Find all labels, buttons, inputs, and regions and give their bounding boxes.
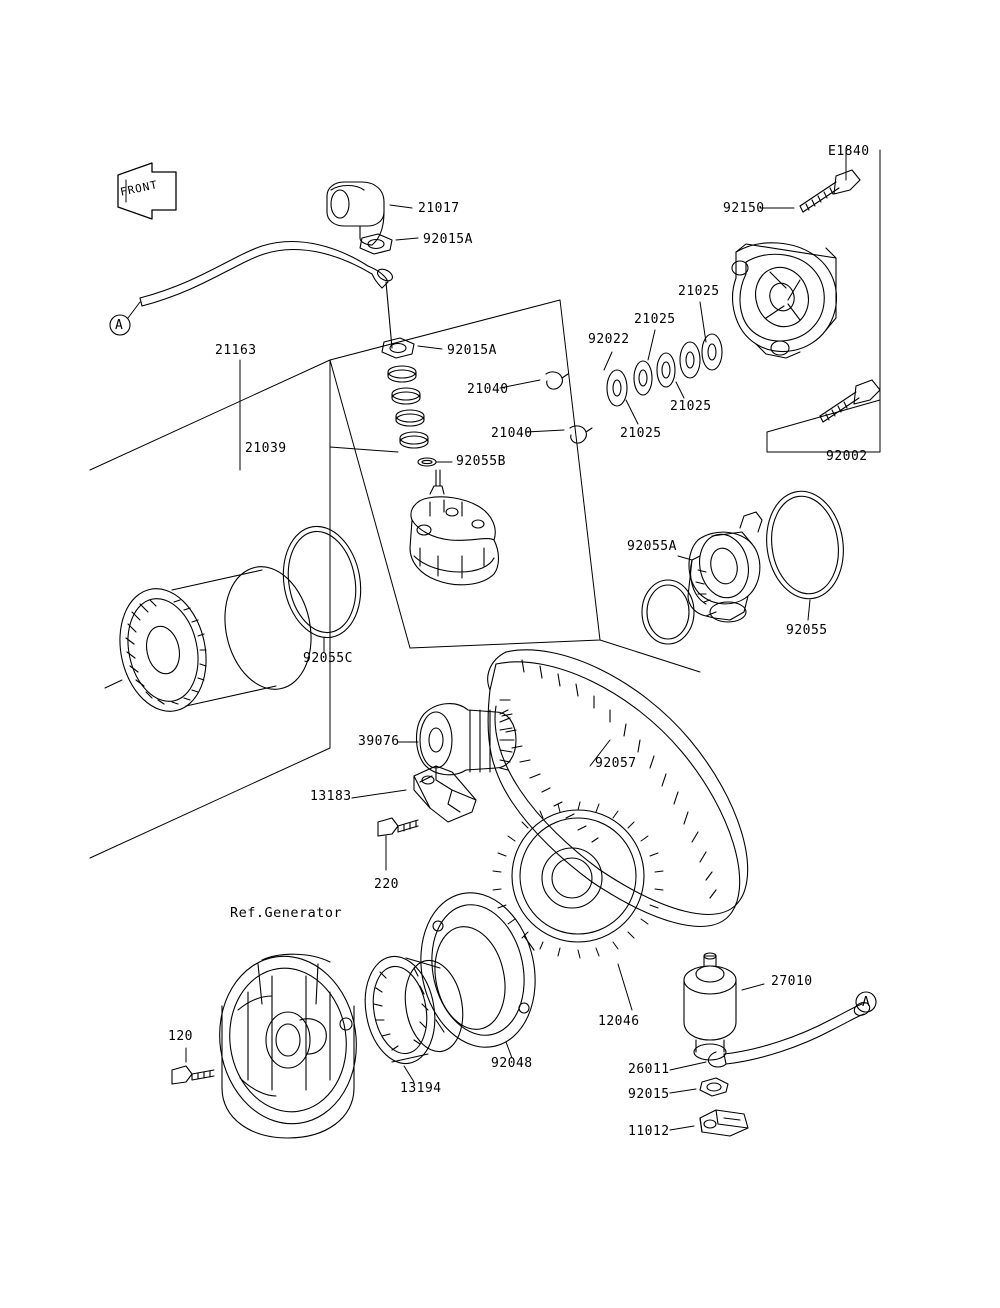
callout-92002: 92002: [826, 449, 868, 464]
callout-21163: 21163: [215, 343, 257, 358]
callout-92150: 92150: [723, 201, 765, 216]
callout-11012: 11012: [628, 1124, 670, 1139]
bolt-220: [378, 818, 418, 836]
clip-21040-b: [570, 426, 592, 443]
rotor-housing: [209, 947, 367, 1138]
bolt-120: [172, 1066, 214, 1084]
callout-92057: 92057: [595, 756, 637, 771]
callout-220: 220: [374, 877, 399, 892]
callout-92015A-mid: 92015A: [447, 343, 497, 358]
callout-92022: 92022: [588, 332, 630, 347]
motor-yoke: [105, 559, 322, 720]
nut-92015A-mid: [382, 338, 414, 358]
callout-21040-b: 21040: [491, 426, 533, 441]
callout-92055A: 92055A: [627, 539, 677, 554]
chain-92057: [488, 650, 748, 927]
callout-21025-d: 21025: [620, 426, 662, 441]
oring-92055: [760, 486, 850, 604]
clutch-assembly: [688, 512, 762, 622]
callout-13194: 13194: [400, 1081, 442, 1096]
callout-26011: 26011: [628, 1062, 670, 1077]
callout-92055: 92055: [786, 623, 828, 638]
clip-21040-a: [546, 372, 568, 389]
bolt-lower-right: [820, 380, 880, 422]
starter-relay-27010: [684, 953, 736, 1060]
front-arrow-label: FRONT: [119, 178, 160, 199]
callout-E1840: E1840: [828, 144, 870, 159]
battery-cable-26011: [708, 1000, 871, 1067]
callout-39076: 39076: [358, 734, 400, 749]
starter-gear-12046: [493, 802, 663, 958]
callout-ref-a-right: A: [862, 995, 871, 1010]
callout-92015A-top: 92015A: [423, 232, 473, 247]
callout-21017: 21017: [418, 201, 460, 216]
callout-120: 120: [168, 1029, 193, 1044]
oring-92055A-ring: [642, 580, 694, 644]
callout-13183: 13183: [310, 789, 352, 804]
callout-92048: 92048: [491, 1056, 533, 1071]
callout-21025-a: 21025: [678, 284, 720, 299]
bearing-92048: [407, 882, 549, 1058]
oring-92055B: [418, 458, 436, 466]
callout-92015: 92015: [628, 1087, 670, 1102]
bolt-92150: [800, 170, 860, 212]
washer-stack: [388, 366, 428, 448]
callout-27010: 27010: [771, 974, 813, 989]
callout-21039: 21039: [245, 441, 287, 456]
nut-92015: [700, 1078, 728, 1096]
callout-ref-a-left: A: [115, 318, 124, 333]
terminal-cap-21017: [327, 182, 384, 245]
sprocket-39076: [417, 704, 517, 775]
oring-92055C: [275, 520, 369, 643]
callout-21025-b: 21025: [634, 312, 676, 327]
callout-92055C: 92055C: [303, 651, 353, 666]
callout-21040-a: 21040: [467, 382, 509, 397]
one-way-clutch-13194: [357, 951, 469, 1069]
callout-21025-c: 21025: [670, 399, 712, 414]
starter-end-cover: [732, 243, 836, 358]
callout-92055B: 92055B: [456, 454, 506, 469]
ref-generator-label: Ref.Generator: [230, 905, 343, 921]
starter-cable: [140, 242, 394, 348]
clamp-11012: [700, 1110, 748, 1136]
brush-holder-21039: [410, 470, 499, 585]
callout-12046: 12046: [598, 1014, 640, 1029]
